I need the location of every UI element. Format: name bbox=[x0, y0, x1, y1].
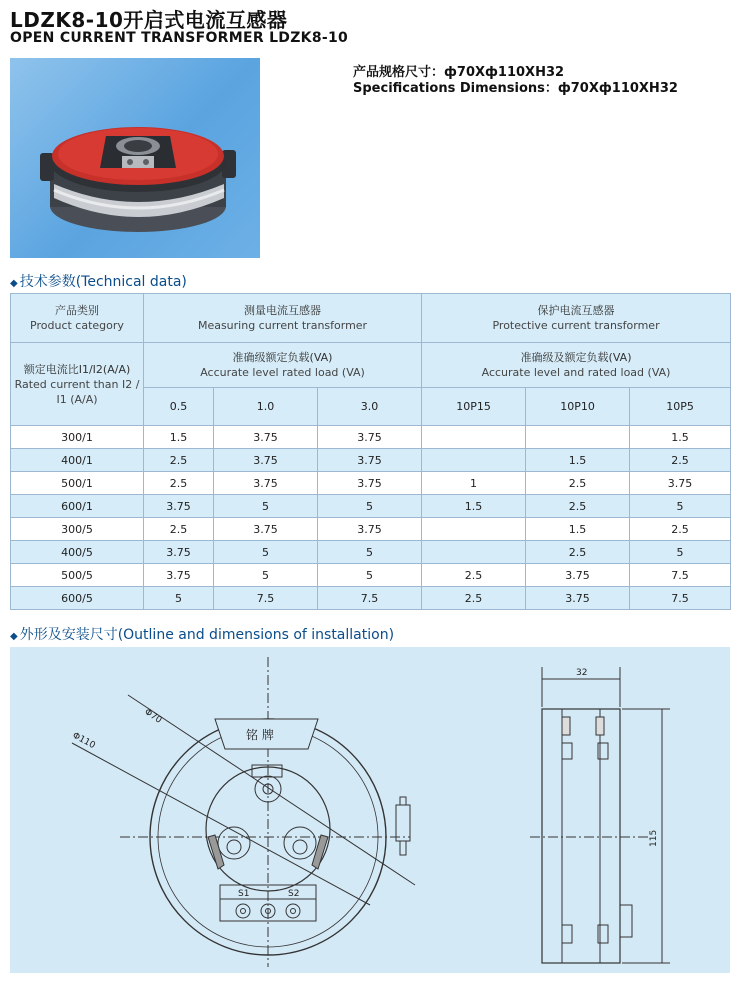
value-cell: 3.75 bbox=[526, 587, 630, 610]
width-dimension-label: 32 bbox=[576, 668, 588, 678]
class-cell: 10P15 bbox=[422, 388, 526, 426]
spec-cn: 产品规格尺寸：ф70Xф110XH32 bbox=[353, 65, 565, 80]
nameplate-label: 铭 牌 bbox=[246, 728, 274, 742]
technical-data-table bbox=[10, 293, 731, 610]
value-cell: 2.5 bbox=[144, 518, 214, 541]
table-body bbox=[11, 426, 731, 610]
value-cell bbox=[422, 426, 526, 449]
table-row bbox=[11, 426, 731, 449]
class-cell: 3.0 bbox=[318, 388, 422, 426]
value-cell: 3.75 bbox=[144, 564, 214, 587]
value-cell: 5 bbox=[630, 541, 731, 564]
terminal-s1-label: S1 bbox=[238, 889, 250, 899]
value-cell: 1.5 bbox=[144, 426, 214, 449]
value-cell: 5 bbox=[318, 541, 422, 564]
value-cell: 3.75 bbox=[214, 426, 318, 449]
table-header-row bbox=[11, 294, 731, 343]
value-cell: 7.5 bbox=[318, 587, 422, 610]
table-row bbox=[11, 472, 731, 495]
value-cell bbox=[422, 518, 526, 541]
value-cell: 5 bbox=[214, 495, 318, 518]
value-cell: 3.75 bbox=[318, 449, 422, 472]
table-row bbox=[11, 449, 731, 472]
value-cell bbox=[422, 541, 526, 564]
bullet-icon: ◆ bbox=[10, 631, 18, 642]
value-cell: 3.75 bbox=[214, 449, 318, 472]
table-row bbox=[11, 541, 731, 564]
page-title: LDZK8-10开启式电流互感器 bbox=[10, 8, 288, 32]
value-cell: 5 bbox=[318, 564, 422, 587]
value-cell: 3.75 bbox=[318, 518, 422, 541]
value-cell: 2.5 bbox=[422, 564, 526, 587]
ratio-cell: 600/1 bbox=[11, 495, 144, 518]
class-cell: 10P5 bbox=[630, 388, 731, 426]
value-cell: 3.75 bbox=[630, 472, 731, 495]
value-cell bbox=[422, 449, 526, 472]
class-cell: 10P10 bbox=[526, 388, 630, 426]
value-cell: 3.75 bbox=[318, 426, 422, 449]
table-row bbox=[11, 587, 731, 610]
value-cell: 7.5 bbox=[214, 587, 318, 610]
value-cell: 2.5 bbox=[144, 449, 214, 472]
value-cell: 1 bbox=[422, 472, 526, 495]
value-cell: 5 bbox=[318, 495, 422, 518]
value-cell: 2.5 bbox=[630, 449, 731, 472]
value-cell: 1.5 bbox=[526, 449, 630, 472]
table-row bbox=[11, 518, 731, 541]
terminal-s2-label: S2 bbox=[288, 889, 300, 899]
value-cell: 3.75 bbox=[214, 518, 318, 541]
drawing-svg bbox=[10, 647, 730, 973]
header-cell: 准确级及额定负载(VA) Accurate level and rated load (VA) bbox=[422, 343, 731, 388]
value-cell: 7.5 bbox=[630, 564, 731, 587]
value-cell: 1.5 bbox=[526, 518, 630, 541]
ratio-cell: 600/5 bbox=[11, 587, 144, 610]
class-cell: 1.0 bbox=[214, 388, 318, 426]
header-cell: 产品类别 Product category bbox=[11, 294, 144, 343]
height-dimension-label: 115 bbox=[649, 829, 659, 847]
value-cell: 2.5 bbox=[630, 518, 731, 541]
value-cell: 5 bbox=[214, 564, 318, 587]
value-cell: 3.75 bbox=[144, 495, 214, 518]
page-subtitle: OPEN CURRENT TRANSFORMER LDZK8-10 bbox=[10, 30, 349, 46]
ratio-cell: 300/1 bbox=[11, 426, 144, 449]
value-cell: 1.5 bbox=[422, 495, 526, 518]
ratio-cell: 500/5 bbox=[11, 564, 144, 587]
value-cell: 2.5 bbox=[526, 472, 630, 495]
ratio-cell: 400/5 bbox=[11, 541, 144, 564]
header-cell: 额定电流比I1/I2(A/A) Rated current than I2 / I1 (A/A) bbox=[11, 343, 144, 426]
header-cell: 准确级额定负载(VA) Accurate level rated load (VA) bbox=[144, 343, 422, 388]
value-cell: 5 bbox=[214, 541, 318, 564]
value-cell: 2.5 bbox=[526, 541, 630, 564]
transformer-image bbox=[10, 58, 260, 258]
value-cell: 2.5 bbox=[144, 472, 214, 495]
value-cell: 3.75 bbox=[526, 564, 630, 587]
header-cell: 保护电流互感器 Protective current transformer bbox=[422, 294, 731, 343]
section-technical-data: ◆ 技术参数(Technical data) bbox=[10, 274, 187, 290]
diameter-110-label: Φ110 bbox=[70, 730, 97, 752]
value-cell: 5 bbox=[630, 495, 731, 518]
section-outline: ◆ 外形及安装尺寸(Outline and dimensions of installation) bbox=[10, 627, 395, 643]
value-cell: 2.5 bbox=[526, 495, 630, 518]
value-cell: 7.5 bbox=[630, 587, 731, 610]
value-cell: 5 bbox=[144, 587, 214, 610]
value-cell bbox=[526, 426, 630, 449]
header-cell: 测量电流互感器 Measuring current transformer bbox=[144, 294, 422, 343]
ratio-cell: 400/1 bbox=[11, 449, 144, 472]
spec-en: Specifications Dimensions：ф70Xф110XH32 bbox=[353, 81, 678, 96]
table-header-row bbox=[11, 343, 731, 388]
ratio-cell: 500/1 bbox=[11, 472, 144, 495]
table-row bbox=[11, 564, 731, 587]
class-cell: 0.5 bbox=[144, 388, 214, 426]
table-row bbox=[11, 495, 731, 518]
product-photo bbox=[10, 58, 260, 258]
diameter-70-label: Φ70 bbox=[142, 707, 164, 726]
ratio-cell: 300/5 bbox=[11, 518, 144, 541]
value-cell: 1.5 bbox=[630, 426, 731, 449]
value-cell: 3.75 bbox=[214, 472, 318, 495]
value-cell: 3.75 bbox=[144, 541, 214, 564]
value-cell: 2.5 bbox=[422, 587, 526, 610]
outline-drawing bbox=[10, 647, 730, 973]
value-cell: 3.75 bbox=[318, 472, 422, 495]
bullet-icon: ◆ bbox=[10, 278, 18, 289]
